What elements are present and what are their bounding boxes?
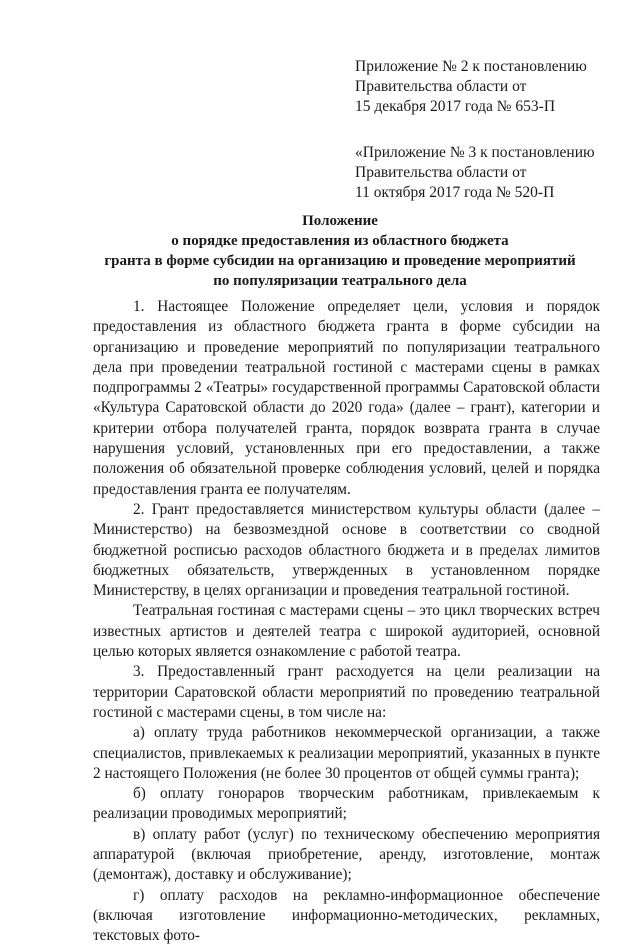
paragraph-theatre-lounge: Театральная гостиная с мастерами сцены – это цикл творческих встреч известных артистов и деятелей театра с широкой аудиторией, основной целью которых является ознакомление с работой театра.: [93, 602, 600, 661]
document-title: [80, 211, 600, 291]
title-line: Положение: [302, 213, 378, 229]
appendix-line: «Приложение № 3 к постановлению: [355, 144, 595, 161]
appendix-2-reference: [355, 57, 587, 117]
appendix-line: Правительства области от: [355, 164, 527, 181]
appendix-line: Приложение № 2 к постановлению: [355, 58, 587, 75]
title-line: по популяризации театрального дела: [213, 273, 467, 289]
title-line: о порядке предоставления из областного бюджета: [171, 233, 509, 249]
title-line: гранта в форме субсидии на организацию и проведение мероприятий: [104, 253, 576, 269]
paragraph-3d: г) оплату расходов на рекламно-информационное обеспечение (включая изготовление информационно-методических, рекламных, текстовых фото-: [93, 886, 600, 945]
appendix-3-reference: [355, 143, 595, 203]
appendix-line: 11 октября 2017 года № 520-П: [355, 184, 555, 201]
appendix-line: 15 декабря 2017 года № 653-П: [355, 98, 556, 115]
paragraph-3a: а) оплату труда работников некоммерческой организации, а также специалистов, привлекаемых к реализации мероприятий, указанных в пункте 2 настоящего Положения (не более 30 процентов от общей суммы гранта);: [93, 724, 600, 782]
paragraph-2: 2. Грант предоставляется министерством культуры области (далее – Министерство) на безвозмездной основе в соответствии со сводной бюджетной росписью расходов областного бюджета и в пределах лимитов бюджетных обязательств, утвержденных в установленном порядке Министерству, в целях организации и проведения театральной гостиной.: [93, 500, 600, 600]
document-body: [93, 297, 600, 947]
paragraph-1: 1. Настоящее Положение определяет цели, условия и порядок предоставления из областного бюджета гранта в форме субсидии на организацию и проведение мероприятий по популяризации театрального дела при проведении театральной гостиной с мастерами сцены в рамках подпрограммы 2 «Театры» государственной программы Саратовской области «Культура Саратовской области до 2020 года» (далее – грант), категории и критерии отбора получателей гранта, порядок возврата гранта в случае нарушения условий, установленных при его предоставлении, а также положения об обязательной проверке соблюдения условий, целей и порядка предоставления гранта ее получателям.: [93, 298, 600, 498]
paragraph-3: 3. Предоставленный грант расходуется на цели реализации на территории Саратовской области мероприятий по проведению театральной гостиной с мастерами сцены, в том числе на:: [93, 663, 600, 721]
paragraph-3c: в) оплату работ (услуг) по техническому обеспечению мероприятия аппаратурой (включая приобретение, аренду, изготовление, монтаж (демонтаж), доставку и обслуживание);: [93, 825, 600, 884]
paragraph-3b: б) оплату гонораров творческим работникам, привлекаемым к реализации проводимых мероприятий;: [93, 785, 600, 823]
appendix-line: Правительства области от: [355, 78, 527, 95]
